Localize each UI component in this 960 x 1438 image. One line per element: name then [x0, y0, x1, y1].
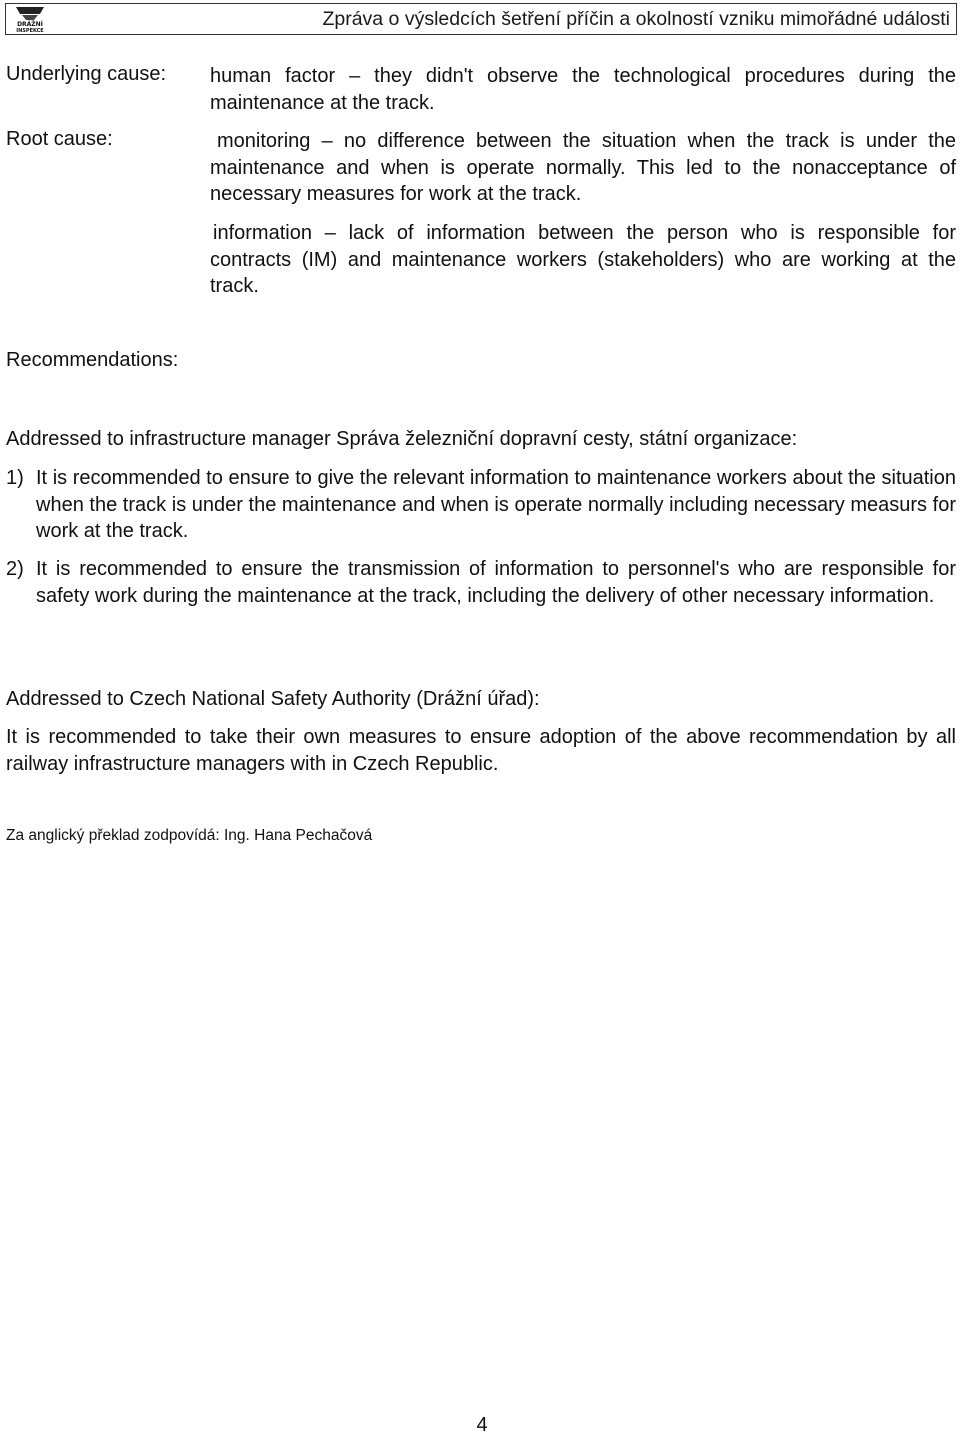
root-cause-label: Root cause: — [6, 128, 113, 150]
header-title: Zpráva o výsledcích šetření příčin a okolností vzniku mimořádné události — [322, 8, 950, 30]
recommendation-2-text: It is recommended to ensure the transmission of information to personnel's who are responsible for safety work during the maintenance at the track, including the delivery of other necessary information. — [36, 558, 956, 607]
logo-text-bottom: INSPEKCE — [16, 28, 44, 33]
nsa-recommendation-text: It is recommended to take their own measures to ensure adoption of the above recommendation by all railway infrastructure managers with in Czech Republic. — [6, 726, 956, 775]
underlying-cause-text: human factor – they didn't observe the technological procedures during the maintenance at the track. — [210, 65, 956, 114]
addressed-to-nsa: Addressed to Czech National Safety Authority (Drážní úřad): — [6, 688, 540, 710]
logo-emblem-icon — [10, 5, 50, 33]
recommendation-1-text: It is recommended to ensure to give the relevant information to maintenance workers about the situation when the track is under the maintenance and when is operate normally including necessary measurs for work at the track. — [36, 467, 956, 542]
recommendations-heading: Recommendations: — [6, 349, 179, 371]
root-cause-information-text: information – lack of information between the person who is responsible for contracts (IM) and maintenance workers (stakeholders) who are working at the track. — [210, 222, 956, 297]
root-cause-monitoring-text: monitoring – no difference between the situation when the track is under the maintenance and when is operate normally. This led to the nonacceptance of necessary measures for work at the track. — [210, 130, 956, 205]
recommendation-1-number: 1) — [6, 467, 24, 489]
translation-footnote: Za anglický překlad zodpovídá: Ing. Hana Pechačová — [6, 827, 373, 844]
underlying-cause-label: Underlying cause: — [6, 63, 167, 85]
page-number: 4 — [476, 1414, 488, 1436]
recommendation-2-number: 2) — [6, 558, 24, 580]
page-header — [5, 3, 957, 35]
addressed-to-im: Addressed to infrastructure manager Správa železniční dopravní cesty, státní organizace: — [6, 428, 798, 450]
logo-text-top: DRÁŽNÍ — [17, 21, 43, 28]
drazni-inspekce-logo — [10, 5, 50, 33]
